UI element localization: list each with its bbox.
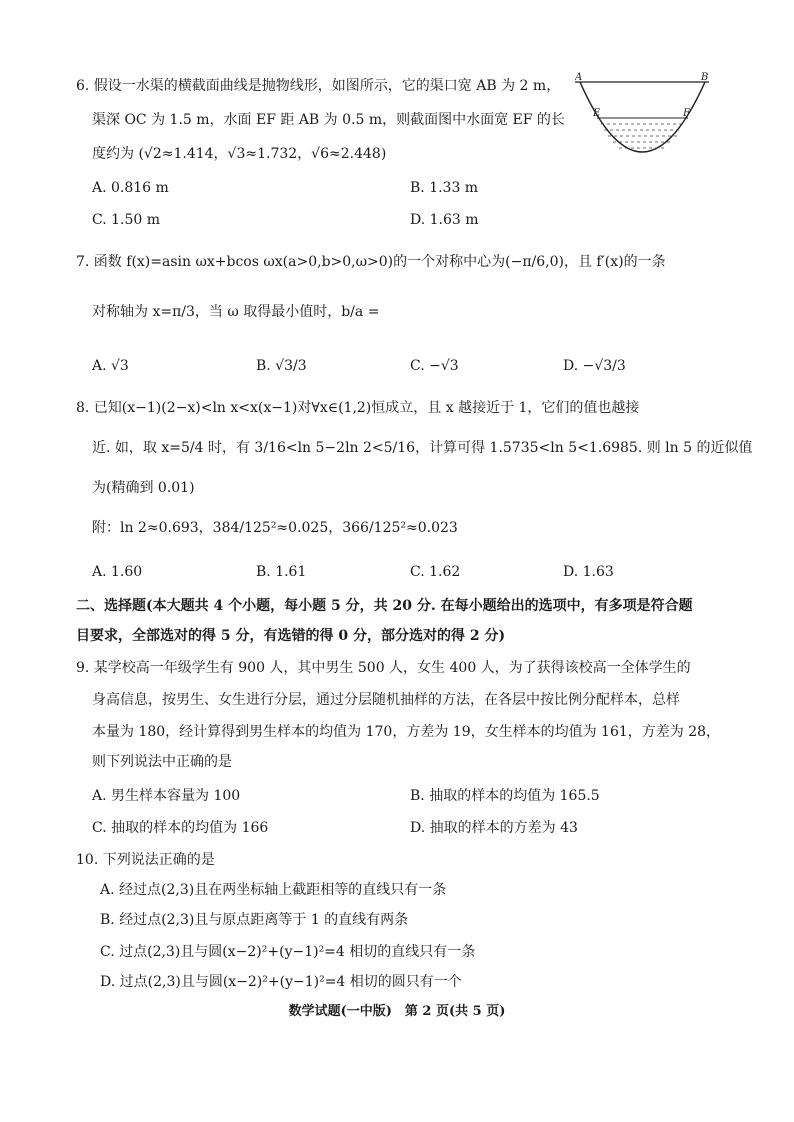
q9-line4: 则下列说法中正确的是 [92,754,232,770]
q9-line3: 本量为 180，经计算得到男生样本的均值为 170，方差为 19，女生样本的均值为 161，方差为 28， [92,724,721,740]
section2-line1: 二、选择题(本大题共 4 个小题，每小题 5 分，共 20 分. 在每小题给出的选项中，有多项是符合题 [76,598,693,614]
parabola-figure [575,72,715,172]
label-f: F [683,108,690,119]
q8-option-b: B. 1.61 [256,564,307,580]
label-e: E [593,108,601,119]
q8-line2: 近. 如，取 x=5/4 时，有 3/16<ln 5−2ln 2<5/16，计算可得 1.5735<ln 5<1.6985. 则 ln 5 的近似值 [92,440,753,456]
q7-option-b: B. √3/3 [256,358,307,374]
label-b: B [701,72,709,83]
q7-option-c: C. −√3 [410,358,459,374]
q7-line2: 对称轴为 x=π/3，当 ω 取得最小值时，b/a = [92,304,380,320]
q8-line4: 附：ln 2≈0.693，384/125²≈0.025，366/125²≈0.023 [92,520,458,536]
q8-option-c: C. 1.62 [410,564,461,580]
q8-option-a: A. 1.60 [92,564,143,580]
q6-option-d: D. 1.63 m [410,212,479,228]
q9-line2: 身高信息，按男生、女生进行分层，通过分层随机抽样的方法，在各层中按比例分配样本，总样 [92,692,680,708]
q6-line3: 度约为 (√2≈1.414，√3≈1.732，√6≈2.448) [92,146,387,162]
q8-option-d: D. 1.63 [563,564,614,580]
q10-option-b: B. 经过点(2,3)且与原点距离等于 1 的直线有两条 [100,912,409,928]
q9-line1: 9. 某学校高一年级学生有 900 人，其中男生 500 人，女生 400 人，为了获得该校高一全体学生的 [76,660,691,676]
q10-line1: 10. 下列说法正确的是 [76,852,215,868]
q8-line3: 为(精确到 0.01) [92,480,195,496]
page-footer: 数学试题(一中版) 第 2 页(共 5 页) [288,1004,506,1019]
label-a: A [575,72,583,83]
q6-option-b: B. 1.33 m [410,180,479,196]
q6-line1: 6. 假设一水渠的横截面曲线是抛物线形，如图所示，它的渠口宽 AB 为 2 m， [76,78,561,94]
q10-option-c: C. 过点(2,3)且与圆(x−2)²+(y−1)²=4 相切的直线只有一条 [100,944,476,960]
q7-line1: 7. 函数 f(x)=asin ωx+bcos ωx(a>0,b>0,ω>0)的一个对称中心为(−π/6,0)，且 f′(x)的一条 [76,254,666,270]
q10-option-d: D. 过点(2,3)且与圆(x−2)²+(y−1)²=4 相切的圆只有一个 [100,974,462,990]
q8-line1: 8. 已知(x−1)(2−x)<ln x<x(x−1)对∀x∈(1,2)恒成立，且 x 越接近于 1，它们的值也越接 [76,400,640,416]
q6-option-c: C. 1.50 m [92,212,161,228]
q7-option-a: A. √3 [92,358,129,374]
q10-option-a: A. 经过点(2,3)且在两坐标轴上截距相等的直线只有一条 [100,882,447,898]
q9-option-c: C. 抽取的样本的均值为 166 [92,820,269,836]
section2-line2: 目要求，全部选对的得 5 分，有选错的得 0 分，部分选对的得 2 分) [76,628,506,644]
q9-option-b: B. 抽取的样本的均值为 165.5 [410,788,600,804]
q9-option-d: D. 抽取的样本的方差为 43 [410,820,578,836]
q7-option-d: D. −√3/3 [563,358,626,374]
q9-option-a: A. 男生样本容量为 100 [92,788,241,804]
q6-option-a: A. 0.816 m [92,180,169,196]
q6-line2: 渠深 OC 为 1.5 m，水面 EF 距 AB 为 0.5 m，则截面图中水面宽 EF 的长 [92,112,565,128]
